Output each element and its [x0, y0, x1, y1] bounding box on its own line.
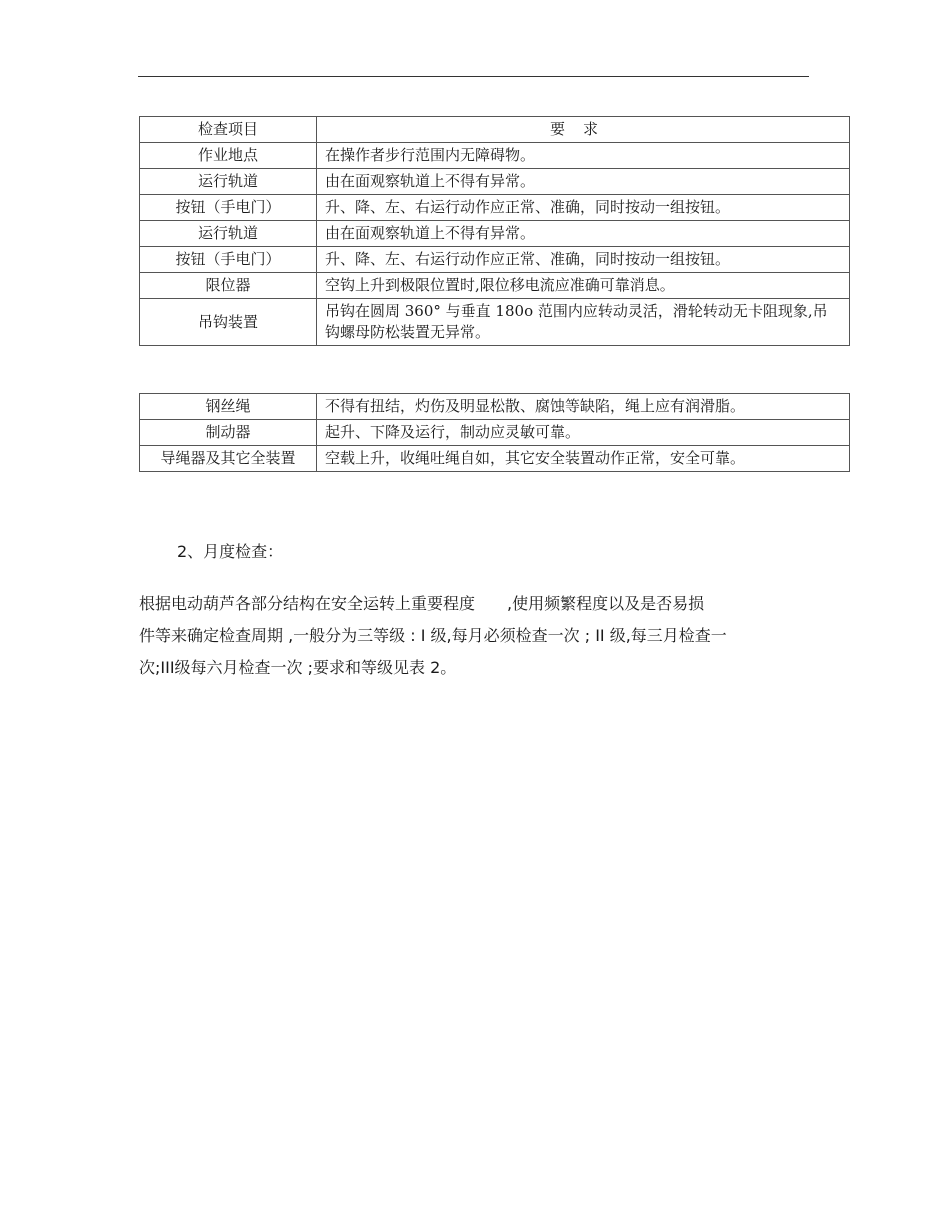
row-requirement: 升、降、左、右运行动作应正常、准确，同时按动一组按钮。: [317, 247, 850, 273]
row-requirement: 在操作者步行范围内无障碍物。: [317, 143, 850, 169]
paragraph-line: 次;III级每六月检查一次 ;要求和等级见表 2。: [139, 658, 457, 677]
table-row: [140, 247, 850, 273]
table-header-row: [140, 117, 850, 143]
row-item: 限位器: [140, 273, 317, 299]
header-item: 检查项目: [140, 117, 317, 143]
table-row: [140, 195, 850, 221]
row-item: 导绳器及其它全装置: [140, 446, 317, 472]
row-requirement: 空钩上升到极限位置时,限位移电流应准确可靠消息。: [317, 273, 850, 299]
row-requirement: 升、降、左、右运行动作应正常、准确，同时按动一组按钮。: [317, 195, 850, 221]
inspection-table-1: [139, 116, 850, 346]
inspection-table-2: [139, 393, 850, 472]
row-requirement: 由在面观察轨道上不得有异常。: [317, 169, 850, 195]
paragraph-line: 根据电动葫芦各部分结构在安全运转上重要程度 ,使用频繁程度以及是否易损: [139, 594, 705, 613]
row-item: 制动器: [140, 420, 317, 446]
row-requirement: 不得有扭结，灼伤及明显松散、腐蚀等缺陷，绳上应有润滑脂。: [317, 394, 850, 420]
row-item: 钢丝绳: [140, 394, 317, 420]
row-item: 吊钩装置: [140, 299, 317, 346]
row-item: 运行轨道: [140, 169, 317, 195]
paragraph-line: 件等来确定检查周期 ,一般分为三等级 : I 级,每月必须检查一次 ; II 级,每三月检查一: [139, 626, 727, 645]
table-row: [140, 273, 850, 299]
table-row: [140, 420, 850, 446]
header-requirement: 要求: [317, 117, 850, 143]
row-item: 作业地点: [140, 143, 317, 169]
table-row: [140, 169, 850, 195]
row-requirement: 空载上升，收绳吐绳自如，其它安全装置动作正常，安全可靠。: [317, 446, 850, 472]
row-item: 运行轨道: [140, 221, 317, 247]
table-row: [140, 394, 850, 420]
section-heading: 2、月度检查：: [177, 542, 284, 561]
table-row: [140, 143, 850, 169]
header-rule: [138, 76, 809, 77]
row-item: 按钮（手电门）: [140, 195, 317, 221]
row-requirement: 吊钩在圆周 360° 与垂直 180o 范围内应转动灵活，滑轮转动无卡阻现象,吊钩螺母防松装置无异常。: [317, 299, 850, 346]
table-row: [140, 221, 850, 247]
row-requirement: 由在面观察轨道上不得有异常。: [317, 221, 850, 247]
table-row: [140, 446, 850, 472]
row-requirement: 起升、下降及运行，制动应灵敏可靠。: [317, 420, 850, 446]
table-row: [140, 299, 850, 346]
row-item: 按钮（手电门）: [140, 247, 317, 273]
